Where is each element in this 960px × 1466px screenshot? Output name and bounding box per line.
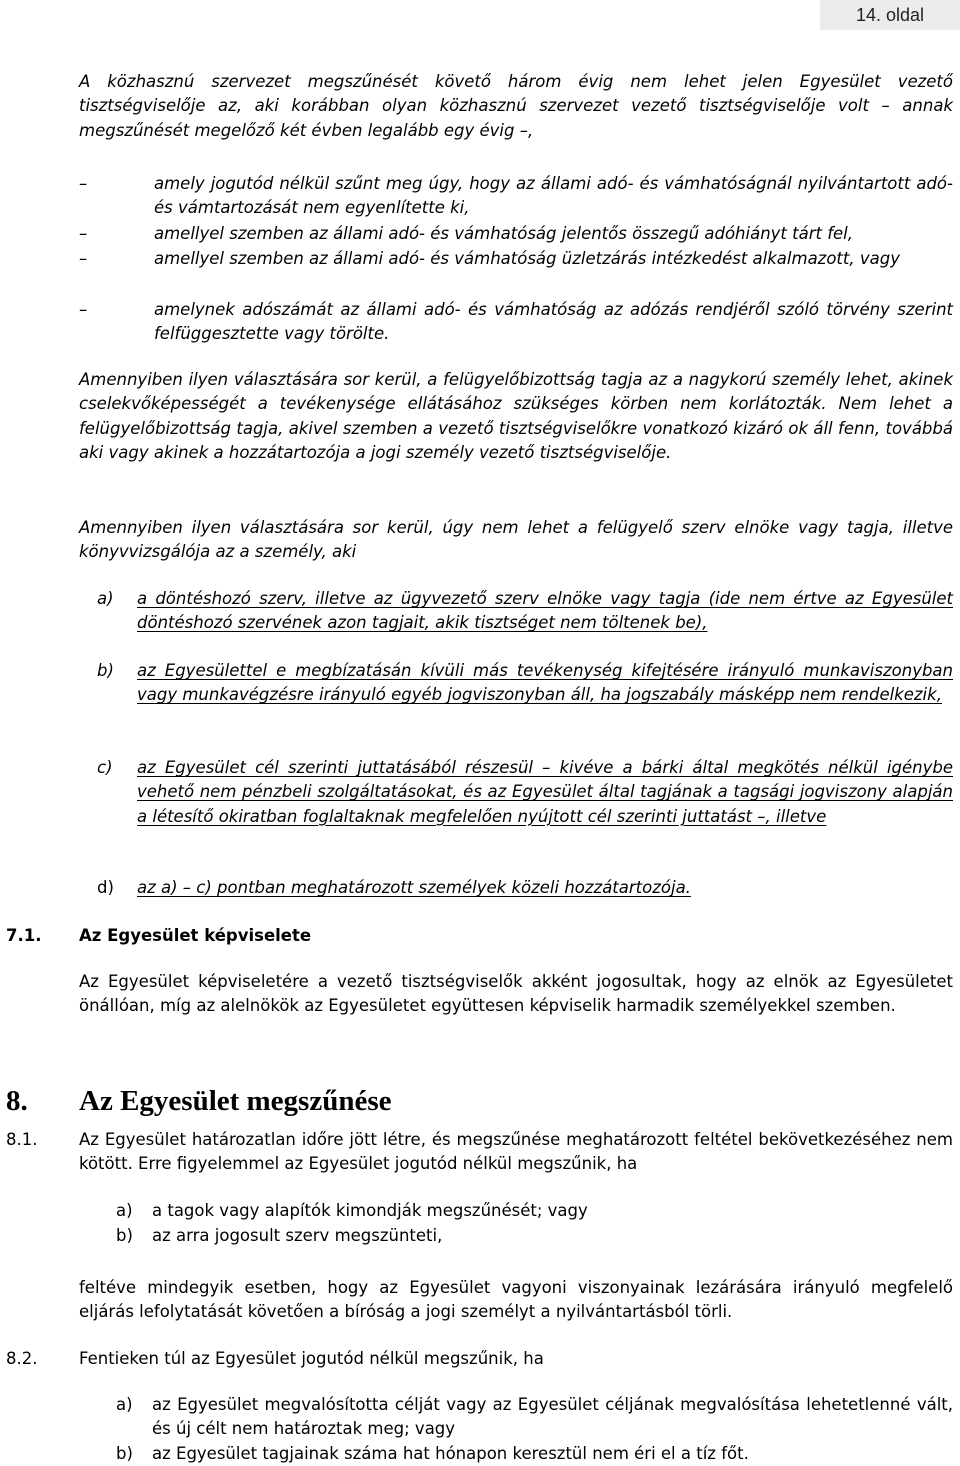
item-text: az Egyesület tagjainak száma hat hónapon keresztül nem éri el a tíz főt. xyxy=(152,1444,749,1463)
section-number: 8.1. xyxy=(6,1130,38,1149)
item-marker: d) xyxy=(97,878,114,897)
representation-paragraph: Az Egyesület képviseletére a vezető tisztségviselők akként jogosultak, hogy az elnök az Egyesületet önállóan, míg az alelnökök az Egyesületet együttesen képviselik harmadik személyekkel szemben. xyxy=(79,972,953,1016)
item-marker: c) xyxy=(97,758,113,777)
section-title: Az Egyesület képviselete xyxy=(79,926,312,945)
item-text: a döntéshozó szerv, illetve az ügyvezető szerv elnöke vagy tagja (ide nem értve az Egyesület döntéshozó szervének azon tagjait, akik tisztséget nem töltenek be), xyxy=(137,589,953,633)
dissolution-paragraph: Az Egyesület határozatlan időre jött létre, és megszűnése meghatározott feltétel bekövetkezéséhez nem kötött. Erre figyelemmel az Egyesület jogutód nélkül megszűnik, ha xyxy=(79,1130,953,1174)
list-item-text: amellyel szemben az állami adó- és vámhatóság üzletzárás intézkedést alkalmazott, vagy xyxy=(154,249,900,268)
list-item xyxy=(116,1393,953,1442)
list-item xyxy=(116,1199,953,1223)
chapter-number: 8. xyxy=(6,1085,28,1117)
intro-paragraph: A közhasznú szervezet megszűnését követő három évig nem lehet jelen Egyesület vezető tisztségviselője az, aki korábban olyan közhasznú szervezet vezető tisztségviselője volt – annak megszűnését megelőző két évben legalább egy évig –, xyxy=(79,72,953,140)
section-number: 8.2. xyxy=(6,1349,38,1368)
list-item-text: amelynek adószámát az állami adó- és vámhatóság az adózás rendjéről szóló törvény szerint felfüggesztette vagy törölte. xyxy=(154,300,953,344)
exclusion-item xyxy=(97,587,953,636)
exclusion-item xyxy=(97,756,953,829)
exclusion-item xyxy=(97,876,953,900)
item-text: a tagok vagy alapítók kimondják megszűnését; vagy xyxy=(152,1201,588,1220)
item-text: az a) – c) pontban meghatározott személyek közeli hozzátartozója. xyxy=(137,878,691,897)
dash-marker: – xyxy=(79,174,88,193)
section-paragraph: Fentieken túl az Egyesület jogutód nélkül megszűnik, ha xyxy=(79,1349,544,1368)
item-text: az Egyesület megvalósította célját vagy az Egyesület céljának megvalósítása lehetetlenné vált, és új célt nem határoztak meg; vagy xyxy=(152,1395,953,1439)
list-item xyxy=(116,1224,953,1248)
section-number: 7.1. xyxy=(6,926,42,945)
dash-marker: – xyxy=(79,249,88,268)
item-marker: a) xyxy=(116,1395,133,1414)
closing-paragraph: feltéve mindegyik esetben, hogy az Egyesület vagyoni viszonyainak lezárására irányuló megfelelő eljárás lefolytatását követően a bíróság a jogi személyt a nyilvántartásból törli. xyxy=(79,1278,953,1322)
list-item-text: amellyel szemben az állami adó- és vámhatóság jelentős összegű adóhiányt tárt fel, xyxy=(154,224,853,243)
list-item xyxy=(79,298,953,347)
dash-marker: – xyxy=(79,300,88,319)
list-item xyxy=(79,222,953,246)
item-marker: a) xyxy=(116,1201,133,1220)
item-text: az Egyesülettel e megbízatásán kívüli más tevékenység kifejtésére irányuló munkaviszonyban vagy munkavégzésre irányuló egyéb jogviszonyban áll, ha jogszabály másképp nem rendelkezik, xyxy=(137,661,953,705)
item-text: az Egyesület cél szerinti juttatásából részesül – kivéve a bárki által megkötés nélkül igénybe vehető nem pénzbeli szolgáltatásokat, és az Egyesület által tagjának a tagsági jogviszony alapján a létesítő okiratban foglaltaknak megfelelően nyújtott cél szerinti juttatást –, illetve xyxy=(137,758,953,826)
list-item xyxy=(79,172,953,221)
supervisor-body-paragraph: Amennyiben ilyen választására sor kerül, úgy nem lehet a felügyelő szerv elnöke vagy tagja, illetve könyvvizsgálója az a személy, aki xyxy=(79,518,953,562)
item-marker: b) xyxy=(97,661,114,680)
dash-marker: – xyxy=(79,224,88,243)
chapter-title: Az Egyesület megszűnése xyxy=(79,1085,392,1117)
page-number: 14. oldal xyxy=(820,0,960,30)
supervisory-board-paragraph: Amennyiben ilyen választására sor kerül, a felügyelőbizottság tagja az a nagykorú személy lehet, akinek cselekvőképességét a tevékenysége ellátásához szükséges körben nem korlátozták. Nem lehet a felügyelőbizottság tagja, akivel szemben a vezető tisztségviselőkre vonatkozó kizáró ok áll fenn, továbbá aki vagy akinek a hozzátartozója a jogi személy vezető tisztségviselője. xyxy=(79,370,953,463)
item-text: az arra jogosult szerv megszünteti, xyxy=(152,1226,443,1245)
exclusion-item xyxy=(97,659,953,708)
list-item xyxy=(116,1442,953,1466)
item-marker: a) xyxy=(97,589,114,608)
list-item xyxy=(79,247,953,271)
list-item-text: amely jogutód nélkül szűnt meg úgy, hogy az állami adó- és vámhatóságnál nyilvántartott adó- és vámtartozását nem egyenlítette ki, xyxy=(154,174,953,218)
item-marker: b) xyxy=(116,1444,133,1463)
item-marker: b) xyxy=(116,1226,133,1245)
